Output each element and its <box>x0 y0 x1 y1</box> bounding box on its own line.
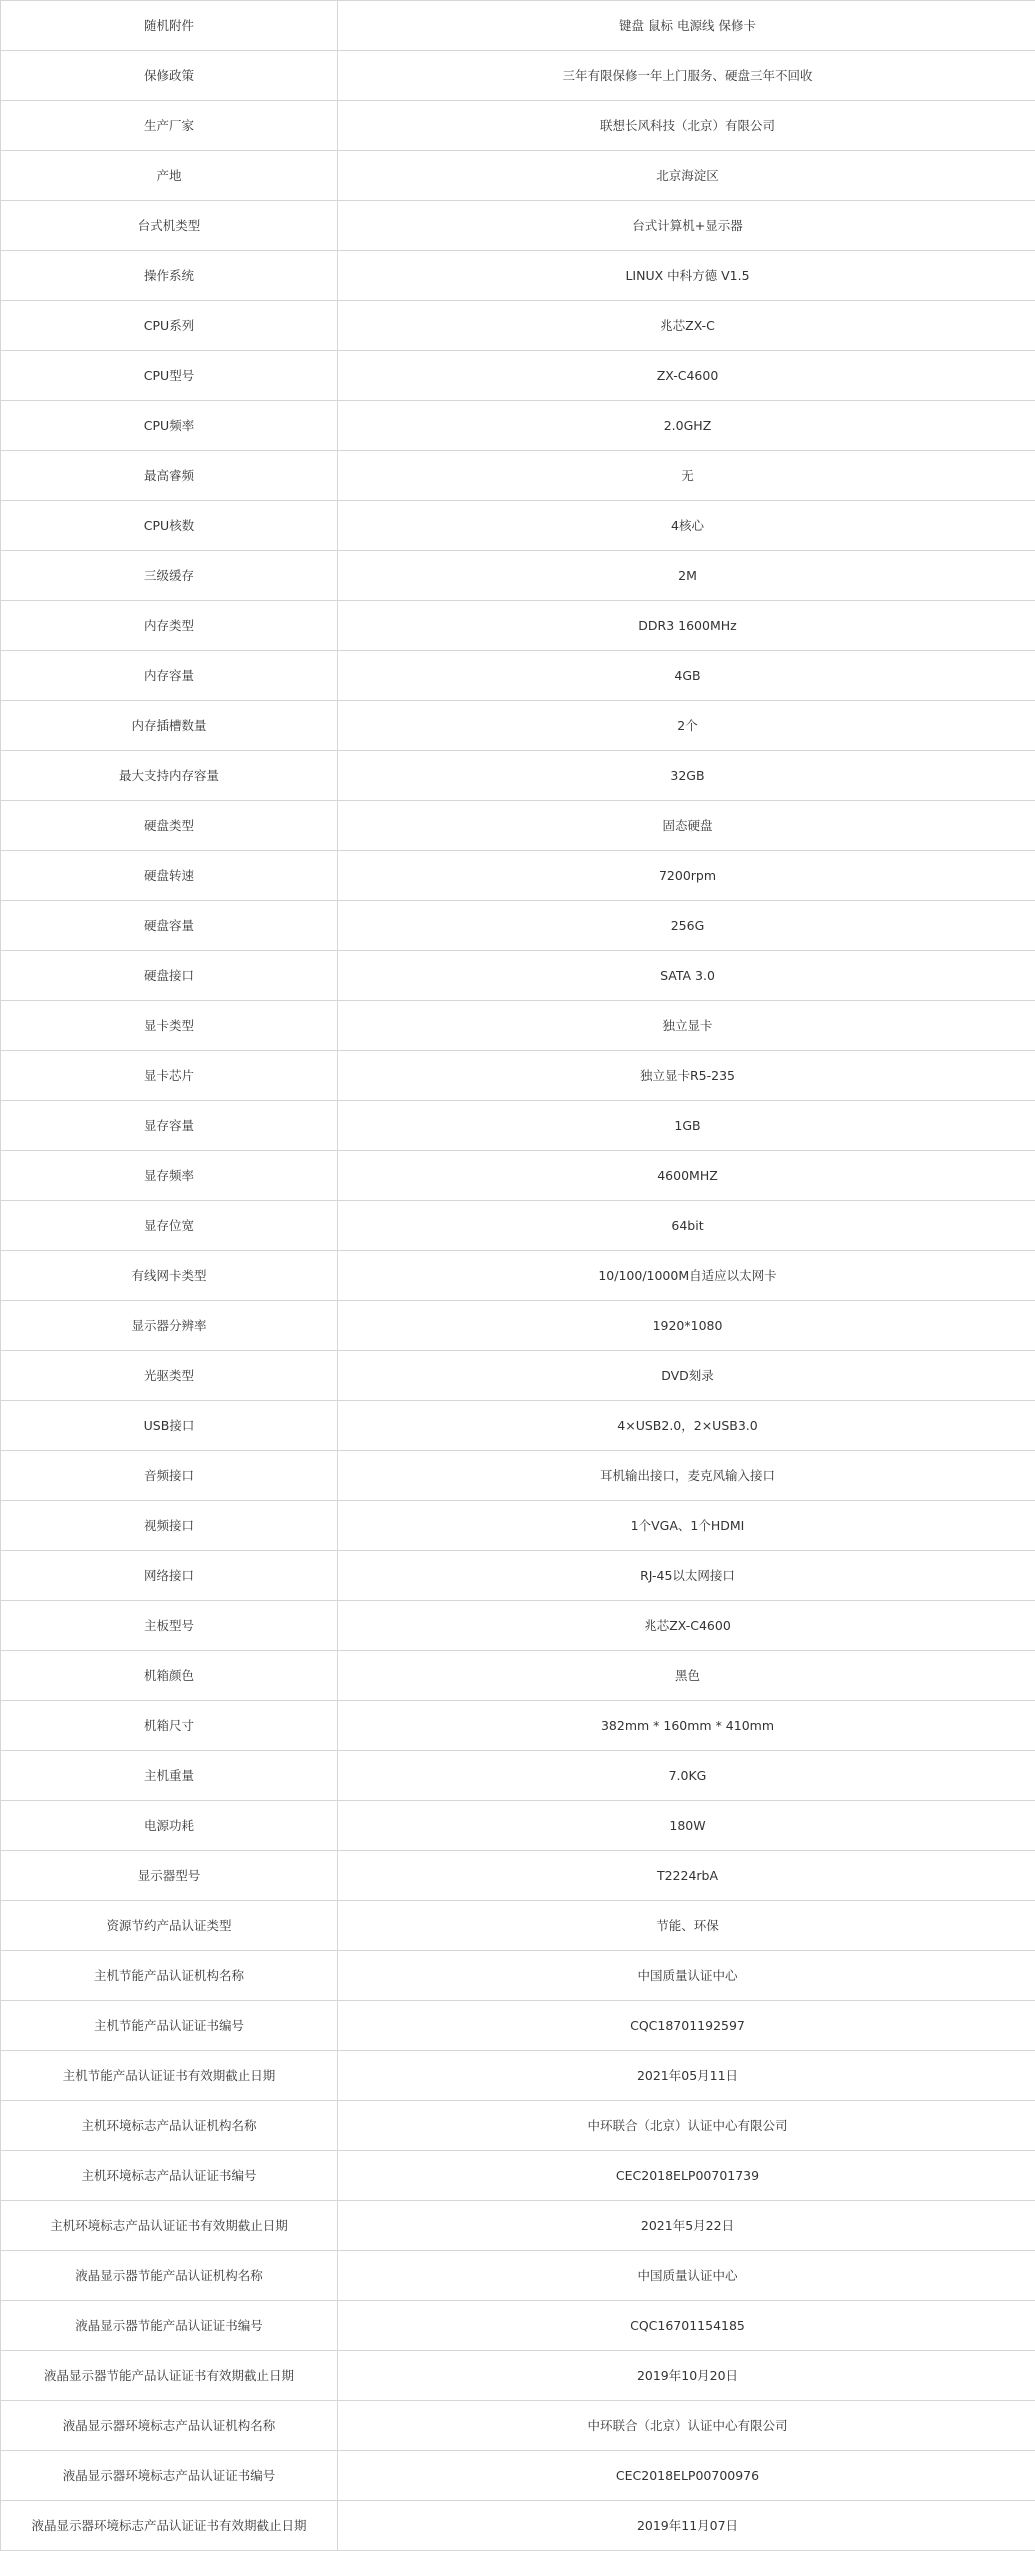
spec-label: 硬盘容量 <box>1 901 338 951</box>
table-row <box>1 251 1035 301</box>
spec-value: 4×USB2.0，2×USB3.0 <box>338 1401 1035 1451</box>
spec-label: CPU频率 <box>1 401 338 451</box>
spec-value: 64bit <box>338 1201 1035 1251</box>
table-row <box>1 2151 1035 2201</box>
table-row <box>1 1701 1035 1751</box>
table-row <box>1 1101 1035 1151</box>
table-row <box>1 1 1035 51</box>
table-row <box>1 1201 1035 1251</box>
spec-table-body <box>1 1 1035 2551</box>
spec-label: 机箱颜色 <box>1 1651 338 1701</box>
spec-label: 音频接口 <box>1 1451 338 1501</box>
spec-label: CPU系列 <box>1 301 338 351</box>
spec-value: 三年有限保修一年上门服务、硬盘三年不回收 <box>338 51 1035 101</box>
spec-value: 独立显卡 <box>338 1001 1035 1051</box>
spec-label: CPU核数 <box>1 501 338 551</box>
spec-label: 硬盘类型 <box>1 801 338 851</box>
spec-value: 台式计算机+显示器 <box>338 201 1035 251</box>
table-row <box>1 501 1035 551</box>
table-row <box>1 2501 1035 2551</box>
table-row <box>1 801 1035 851</box>
spec-label: 网络接口 <box>1 1551 338 1601</box>
spec-value: 1GB <box>338 1101 1035 1151</box>
table-row <box>1 2051 1035 2101</box>
spec-value: 180W <box>338 1801 1035 1851</box>
spec-value: DDR3 1600MHz <box>338 601 1035 651</box>
spec-label: 机箱尺寸 <box>1 1701 338 1751</box>
spec-label: 主机环境标志产品认证机构名称 <box>1 2101 338 2151</box>
spec-value: 耳机输出接口，麦克风输入接口 <box>338 1451 1035 1501</box>
spec-value: 固态硬盘 <box>338 801 1035 851</box>
table-row <box>1 1501 1035 1551</box>
spec-value: 中环联合（北京）认证中心有限公司 <box>338 2101 1035 2151</box>
table-row <box>1 1001 1035 1051</box>
table-row <box>1 401 1035 451</box>
spec-label: 随机附件 <box>1 1 338 51</box>
spec-value: 中国质量认证中心 <box>338 1951 1035 2001</box>
table-row <box>1 1251 1035 1301</box>
spec-value: 10/100/1000M自适应以太网卡 <box>338 1251 1035 1301</box>
spec-label: 液晶显示器节能产品认证证书编号 <box>1 2301 338 2351</box>
spec-label: USB接口 <box>1 1401 338 1451</box>
spec-value: CEC2018ELP00700976 <box>338 2451 1035 2501</box>
table-row <box>1 1051 1035 1101</box>
spec-label: 显存容量 <box>1 1101 338 1151</box>
spec-label: 硬盘转速 <box>1 851 338 901</box>
spec-value: 7200rpm <box>338 851 1035 901</box>
table-row <box>1 2301 1035 2351</box>
spec-value: 1个VGA、1个HDMI <box>338 1501 1035 1551</box>
spec-value: DVD刻录 <box>338 1351 1035 1401</box>
spec-label: 视频接口 <box>1 1501 338 1551</box>
table-row <box>1 1551 1035 1601</box>
spec-label: 主机环境标志产品认证证书编号 <box>1 2151 338 2201</box>
table-row <box>1 301 1035 351</box>
spec-label: 产地 <box>1 151 338 201</box>
spec-value: CEC2018ELP00701739 <box>338 2151 1035 2201</box>
spec-value: 4600MHZ <box>338 1151 1035 1201</box>
table-row <box>1 1401 1035 1451</box>
spec-label: 台式机类型 <box>1 201 338 251</box>
spec-value: 键盘 鼠标 电源线 保修卡 <box>338 1 1035 51</box>
spec-value: 32GB <box>338 751 1035 801</box>
table-row <box>1 951 1035 1001</box>
spec-value: 2021年05月11日 <box>338 2051 1035 2101</box>
table-row <box>1 1451 1035 1501</box>
spec-label: 液晶显示器环境标志产品认证证书有效期截止日期 <box>1 2501 338 2551</box>
spec-label: 液晶显示器节能产品认证证书有效期截止日期 <box>1 2351 338 2401</box>
spec-label: 主机节能产品认证证书有效期截止日期 <box>1 2051 338 2101</box>
spec-value: CQC16701154185 <box>338 2301 1035 2351</box>
table-row <box>1 51 1035 101</box>
table-row <box>1 1351 1035 1401</box>
table-row <box>1 701 1035 751</box>
table-row <box>1 851 1035 901</box>
spec-value: 无 <box>338 451 1035 501</box>
table-row <box>1 151 1035 201</box>
spec-value: 中环联合（北京）认证中心有限公司 <box>338 2401 1035 2451</box>
table-row <box>1 2451 1035 2501</box>
spec-value: 2019年11月07日 <box>338 2501 1035 2551</box>
spec-value: 兆芯ZX-C <box>338 301 1035 351</box>
table-row <box>1 1601 1035 1651</box>
spec-value: 1920*1080 <box>338 1301 1035 1351</box>
spec-label: 电源功耗 <box>1 1801 338 1851</box>
spec-label: CPU型号 <box>1 351 338 401</box>
table-row <box>1 451 1035 501</box>
spec-value: 4GB <box>338 651 1035 701</box>
spec-label: 最高睿频 <box>1 451 338 501</box>
table-row <box>1 1651 1035 1701</box>
spec-label: 液晶显示器节能产品认证机构名称 <box>1 2251 338 2301</box>
spec-label: 主机节能产品认证机构名称 <box>1 1951 338 2001</box>
table-row <box>1 101 1035 151</box>
table-row <box>1 2101 1035 2151</box>
spec-label: 液晶显示器环境标志产品认证证书编号 <box>1 2451 338 2501</box>
table-row <box>1 1851 1035 1901</box>
spec-value: CQC18701192597 <box>338 2001 1035 2051</box>
spec-value: 256G <box>338 901 1035 951</box>
spec-label: 主机环境标志产品认证证书有效期截止日期 <box>1 2201 338 2251</box>
table-row <box>1 1751 1035 1801</box>
spec-label: 显示器分辨率 <box>1 1301 338 1351</box>
table-row <box>1 1151 1035 1201</box>
spec-label: 液晶显示器环境标志产品认证机构名称 <box>1 2401 338 2451</box>
spec-label: 光驱类型 <box>1 1351 338 1401</box>
table-row <box>1 2351 1035 2401</box>
table-row <box>1 2251 1035 2301</box>
table-row <box>1 2001 1035 2051</box>
spec-value: T2224rbA <box>338 1851 1035 1901</box>
spec-label: 显卡类型 <box>1 1001 338 1051</box>
spec-label: 生产厂家 <box>1 101 338 151</box>
spec-value: 382mm * 160mm * 410mm <box>338 1701 1035 1751</box>
spec-value: 节能、环保 <box>338 1901 1035 1951</box>
spec-label: 主板型号 <box>1 1601 338 1651</box>
spec-value: 2M <box>338 551 1035 601</box>
table-row <box>1 651 1035 701</box>
table-row <box>1 1301 1035 1351</box>
table-row <box>1 351 1035 401</box>
spec-value: 4核心 <box>338 501 1035 551</box>
spec-label: 有线网卡类型 <box>1 1251 338 1301</box>
spec-label: 最大支持内存容量 <box>1 751 338 801</box>
spec-value: 黑色 <box>338 1651 1035 1701</box>
spec-label: 显示器型号 <box>1 1851 338 1901</box>
table-row <box>1 2201 1035 2251</box>
spec-label: 资源节约产品认证类型 <box>1 1901 338 1951</box>
spec-label: 硬盘接口 <box>1 951 338 1001</box>
spec-label: 内存容量 <box>1 651 338 701</box>
spec-label: 操作系统 <box>1 251 338 301</box>
spec-label: 显存位宽 <box>1 1201 338 1251</box>
spec-value: 2021年5月22日 <box>338 2201 1035 2251</box>
spec-value: 2个 <box>338 701 1035 751</box>
table-row <box>1 551 1035 601</box>
table-row <box>1 1901 1035 1951</box>
table-row <box>1 601 1035 651</box>
spec-label: 显卡芯片 <box>1 1051 338 1101</box>
table-row <box>1 201 1035 251</box>
spec-value: LINUX 中科方德 V1.5 <box>338 251 1035 301</box>
spec-value: 7.0KG <box>338 1751 1035 1801</box>
spec-value: 兆芯ZX-C4600 <box>338 1601 1035 1651</box>
spec-label: 主机节能产品认证证书编号 <box>1 2001 338 2051</box>
table-row <box>1 751 1035 801</box>
spec-value: 2.0GHZ <box>338 401 1035 451</box>
spec-value: 北京海淀区 <box>338 151 1035 201</box>
spec-label: 主机重量 <box>1 1751 338 1801</box>
spec-value: 联想长风科技（北京）有限公司 <box>338 101 1035 151</box>
spec-label: 显存频率 <box>1 1151 338 1201</box>
table-row <box>1 901 1035 951</box>
spec-label: 保修政策 <box>1 51 338 101</box>
table-row <box>1 1801 1035 1851</box>
spec-label: 内存类型 <box>1 601 338 651</box>
spec-value: 2019年10月20日 <box>338 2351 1035 2401</box>
table-row <box>1 1951 1035 2001</box>
spec-label: 内存插槽数量 <box>1 701 338 751</box>
spec-label: 三级缓存 <box>1 551 338 601</box>
spec-value: ZX-C4600 <box>338 351 1035 401</box>
spec-value: 独立显卡R5-235 <box>338 1051 1035 1101</box>
spec-value: 中国质量认证中心 <box>338 2251 1035 2301</box>
spec-value: SATA 3.0 <box>338 951 1035 1001</box>
table-row <box>1 2401 1035 2451</box>
spec-value: RJ-45以太网接口 <box>338 1551 1035 1601</box>
